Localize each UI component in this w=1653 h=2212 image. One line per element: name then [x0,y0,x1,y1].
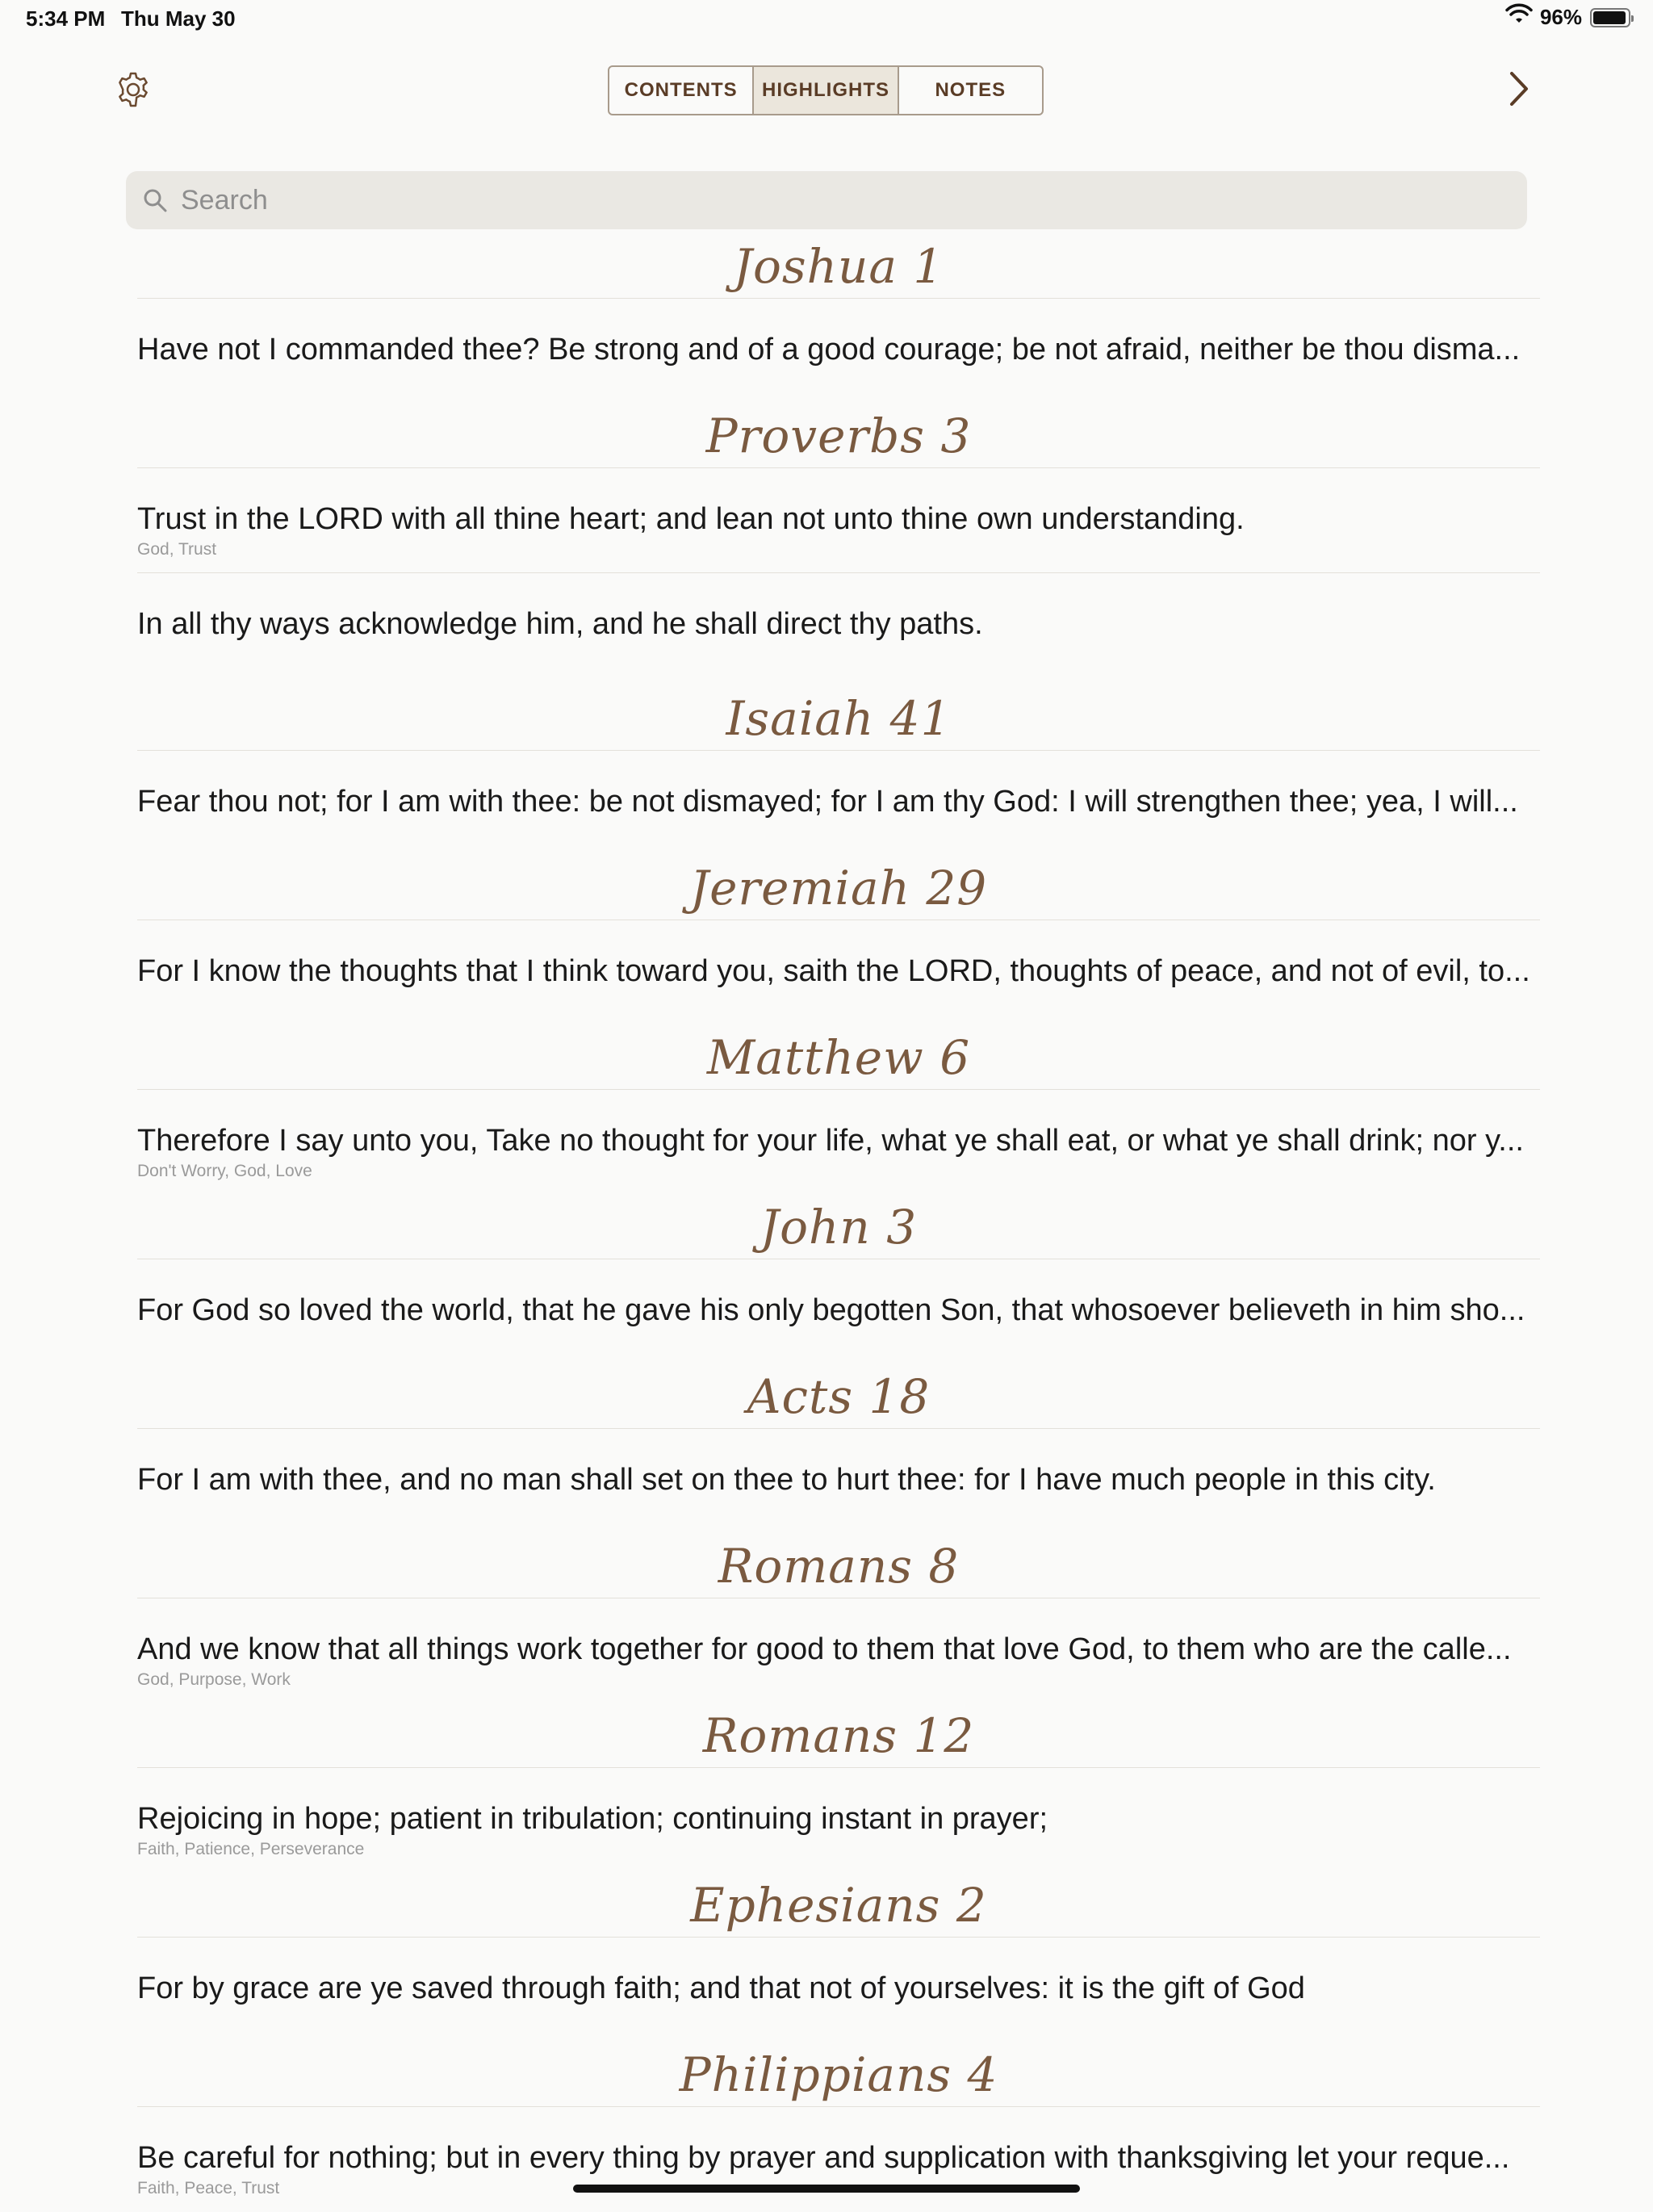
section-title: Romans 12 [702,1707,975,1763]
view-segmented-control [608,65,1044,115]
section-header-joshua-1 [137,234,1540,299]
section-title: Isaiah 41 [726,690,952,746]
highlight-row[interactable] [137,299,1540,404]
status-time: 5:34 PM [26,6,106,31]
wifi-icon [1506,5,1532,30]
verse-text: In all thy ways acknowledge him, and he shall direct thy paths. [137,607,983,641]
verse-tags: God, Trust [137,540,217,559]
section-header-philippians-4 [137,2042,1540,2107]
highlights-list [137,234,1540,2197]
section-title: Proverbs 3 [705,408,972,463]
section-title: Ephesians 2 [690,1877,987,1933]
tab-contents[interactable]: CONTENTS [609,67,754,114]
status-date: Thu May 30 [121,6,236,31]
section-header-acts-18 [137,1364,1540,1429]
search-input[interactable] [181,185,1472,216]
section-title: Philippians 4 [679,2047,998,2102]
verse-text: Be careful for nothing; but in every thing by prayer and supplication with thanksgiving let your reque... [137,2141,1510,2175]
section-header-ephesians-2 [137,1873,1540,1938]
battery-percent: 96% [1539,5,1582,29]
verse-tags: God, Purpose, Work [137,1670,291,1689]
status-bar [0,0,1653,39]
search-bar[interactable] [126,171,1527,229]
home-indicator[interactable] [573,2185,1080,2193]
verse-text: And we know that all things work together for good to them that love God, to them who are the calle... [137,1632,1512,1666]
chevron-right-icon [1507,70,1531,111]
verse-tags: Faith, Patience, Perseverance [137,1840,365,1858]
highlight-row[interactable] [137,1598,1540,1703]
highlight-row[interactable] [137,1090,1540,1195]
highlight-row[interactable] [137,468,1540,573]
verse-text: For by grace are ye saved through faith; and that not of yourselves: it is the gift of God [137,1971,1305,2005]
highlight-row[interactable] [137,1259,1540,1364]
verse-tags: Faith, Peace, Trust [137,2179,280,2197]
highlight-row[interactable] [137,751,1540,856]
section-header-matthew-6 [137,1025,1540,1090]
verse-text: For I am with thee, and no man shall set on thee to hurt thee: for I have much people in this city. [137,1463,1436,1497]
section-title: Romans 8 [718,1538,960,1594]
verse-text: Have not I commanded thee? Be strong and of a good courage; be not afraid, neither be thou disma... [137,333,1521,367]
status-indicators [1506,5,1630,30]
battery-fill [1593,11,1626,24]
verse-text: Fear thou not; for I am with thee: be not dismayed; for I am thy God: I will strengthen thee; yea, I will... [137,785,1518,819]
forward-button[interactable] [1500,68,1538,113]
highlight-row[interactable] [137,1429,1540,1534]
search-icon [139,184,171,216]
section-header-isaiah-41 [137,686,1540,751]
highlight-row[interactable] [137,1768,1540,1873]
tab-notes[interactable]: NOTES [935,79,1006,101]
verse-tags: Don't Worry, God, Love [137,1162,312,1180]
section-header-romans-8 [137,1534,1540,1598]
verse-text: Therefore I say unto you, Take no thought for your life, what ye shall eat, or what ye shall drink; nor y... [137,1124,1524,1158]
verse-text: For I know the thoughts that I think toward you, saith the LORD, thoughts of peace, and not of evil, to... [137,954,1530,988]
section-header-romans-12 [137,1703,1540,1768]
highlight-row[interactable] [137,573,1540,686]
section-title: Matthew 6 [706,1029,971,1085]
section-header-jeremiah-29 [137,856,1540,920]
section-title: Acts 18 [747,1368,931,1424]
highlight-row[interactable] [137,920,1540,1025]
settings-button[interactable] [111,69,155,113]
section-title: John 3 [760,1199,918,1255]
highlight-row[interactable] [137,2107,1540,2212]
verse-text: Rejoicing in hope; patient in tribulation; continuing instant in prayer; [137,1802,1048,1836]
verse-text: Trust in the LORD with all thine heart; and lean not unto thine own understanding. [137,502,1245,536]
verse-text: For God so loved the world, that he gave his only begotten Son, that whosoever believeth in him sho... [137,1293,1525,1327]
highlight-row[interactable] [137,1938,1540,2042]
section-title: Joshua 1 [733,238,944,294]
section-header-proverbs-3 [137,404,1540,468]
section-header-john-3 [137,1195,1540,1259]
gear-icon [115,71,152,112]
tab-highlights[interactable]: HIGHLIGHTS [754,67,898,114]
battery-icon [1590,8,1630,27]
section-title: Jeremiah 29 [689,860,988,915]
